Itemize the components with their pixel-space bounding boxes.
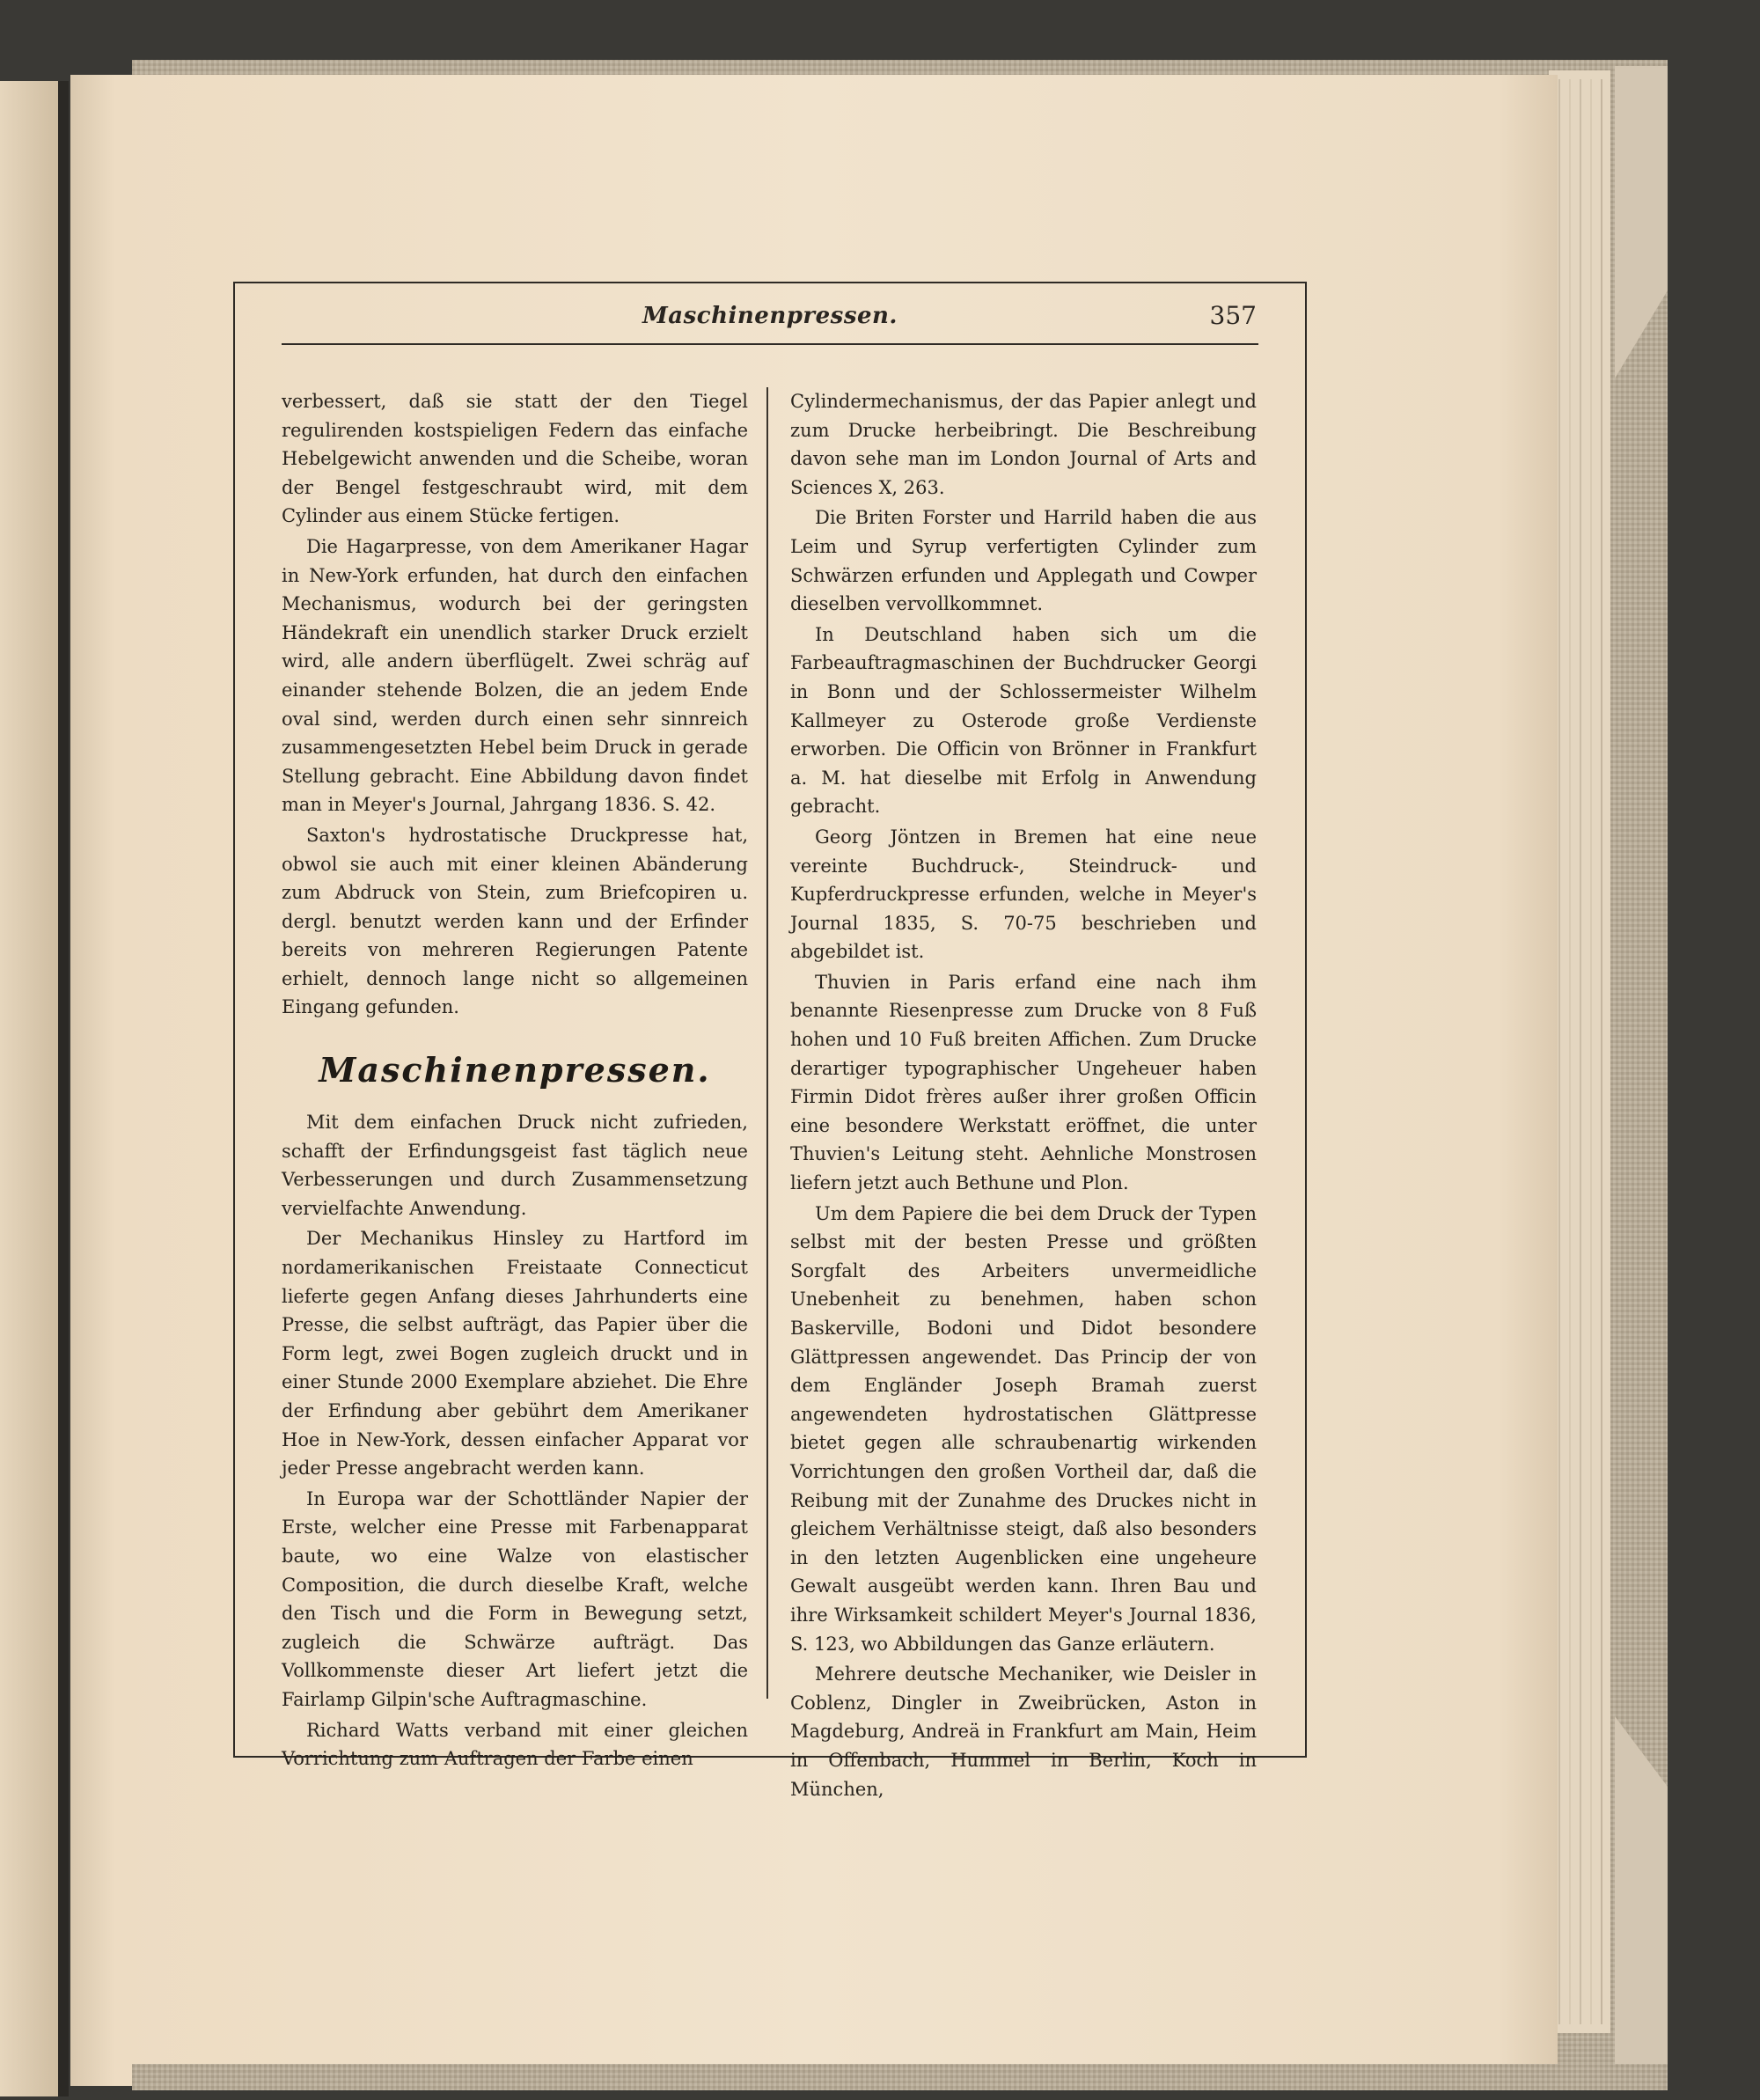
left-paragraph-2: Die Hagarpresse, von dem Amerikaner Hagar in New-York erfunden, hat durch den einfachen Mechanismus, wodurch bei der geringsten Händekraft ein unendlich starker Druck erzielt wird, alle andern überflügelt. Zwei schräg auf einander stehende Bolzen, die an jedem Ende oval sind, werden durch einen sehr sinnreich zusammengesetzten Hebel beim Druck in gerade Stellung gebracht. Eine Abbildung davon findet man in Meyer's Journal, Jahrgang 1836. S. 42. [282,535,748,816]
page-number: 357 [1209,301,1257,330]
right-paragraph-7: Mehrere deutsche Mechaniker, wie Deisler in Coblenz, Dingler in Zweibrücken, Aston in Magdeburg, Andreä in Frankfurt am Main, Heim in Offenbach, Hummel in Berlin, Koch in München, [790,1663,1257,1800]
left-paragraph-7: Richard Watts verband mit einer gleichen Vorrichtung zum Auftragen der Farbe einen [282,1719,748,1770]
running-title: Maschinenpressen. [642,303,898,329]
right-paragraph-1: Cylindermechanismus, der das Papier anlegt und zum Drucke herbeibringt. Die Beschreibung davon sehe man im London Journal of Arts and Sciences X, 263. [790,391,1257,498]
left-paragraph-6: In Europa war der Schottländer Napier der Erste, welcher eine Presse mit Farbenapparat baute, wo eine Walze von elastischer Composition, die durch dieselbe Kraft, welche den Tisch und die Form in Bewegung setzt, zugleich die Schwärze aufträgt. Das Vollkommenste dieser Art liefert jetzt die Fairlamp Gilpin'sche Auftragmaschine. [282,1487,748,1710]
right-paragraph-3: In Deutschland haben sich um die Farbeauftragmaschinen der Buchdrucker Georgi in Bonn und der Schlossermeister Wilhelm Kallmeyer zu Osterode große Verdienste erworben. Die Officin von Brönner in Frankfurt a. M. hat dieselbe mit Erfolg in Anwendung gebracht. [790,623,1257,818]
left-paragraph-3: Saxton's hydrostatische Druckpresse hat, obwol sie auch mit einer kleinen Abänderung zum Abdruck von Stein, zum Briefcopiren u. dergl. benutzt werden kann und der Erfinder bereits von mehreren Regierungen Patente erhielt, dennoch lange nicht so allgemeinen Eingang gefunden. [282,824,748,1018]
left-paragraph-4: Mit dem einfachen Druck nicht zufrieden, schafft der Erfindungsgeist fast täglich neue Verbesserungen und durch Zusammensetzung vervielfachte Anwendung. [282,1112,748,1219]
left-paragraph-5: Der Mechanikus Hinsley zu Hartford im nordamerikanischen Freistaate Connecticut lieferte gegen Anfang dieses Jahrhunderts eine Presse, die selbst aufträgt, das Papier über die Form legt, zwei Bogen zugleich druckt und in einer Stunde 2000 Exemplare abziehet. Die Ehre der Erfindung aber gebührt dem Amerikaner Hoe in New-York, dessen einfacher Apparat vor jeder Presse angebracht werden kann. [282,1228,748,1480]
right-paragraph-4: Georg Jöntzen in Bremen hat eine neue vereinte Buchdruck-, Steindruck- und Kupferdruckpresse erfunden, welche in Meyer's Journal 1835, S. 70-75 beschrieben und abgebildet ist. [790,826,1257,963]
left-column [282,387,748,1773]
column-divider [766,387,768,1699]
right-paragraph-5: Thuvien in Paris erfand eine nach ihm benannte Riesenpresse zum Drucke von 8 Fuß hohen und 10 Fuß breiten Affichen. Zum Drucke derartiger typographischer Ungeheuer haben Firmin Didot frères außer ihrer großen Officin eine besondere Werkstatt eröffnet, die unter Thuvien's Leitung steht. Aehnliche Monstrosen liefern jetzt auch Bethune und Plon. [790,971,1257,1194]
right-paragraph-2: Die Briten Forster und Harrild haben die aus Leim und Syrup verfertigten Cylinder zum Schwärzen erfunden und Applegath und Cowper dieselben vervollkommnet. [790,507,1257,615]
left-paragraph-1: verbessert, daß sie statt der den Tiegel regulirenden kostspieligen Federn das einfache Hebelgewicht anwenden und die Scheibe, woran der Bengel festgeschraubt wird, mit dem Cylinder aus einem Stücke fertigen. [282,391,748,527]
right-column [790,387,1257,1803]
section-heading: Maschinenpressen. [319,1050,711,1090]
running-head [282,299,1258,345]
right-paragraph-6: Um dem Papiere die bei dem Druck der Typen selbst mit der besten Presse und größten Sorgfalt des Arbeiters unvermeidliche Unebenheit zu benehmen, haben schon Baskerville, Bodoni und Didot besondere Glättpressen angewendet. Das Princip der von dem Engländer Joseph Bramah zuerst angewendeten hydrostatischen Glättpresse bietet gegen alle schraubenartig wirkenden Vorrichtungen den großen Vortheil dar, daß die Reibung mit der Zunahme des Druckes nicht in gleichem Verhältnisse steigt, daß also besonders in den letzten Augenblicken eine ungeheure Gewalt ausgeübt werden kann. Ihren Bau und ihre Wirksamkeit schildert Meyer's Journal 1836, S. 123, wo Abbildungen das Ganze erläutern. [790,1202,1257,1655]
